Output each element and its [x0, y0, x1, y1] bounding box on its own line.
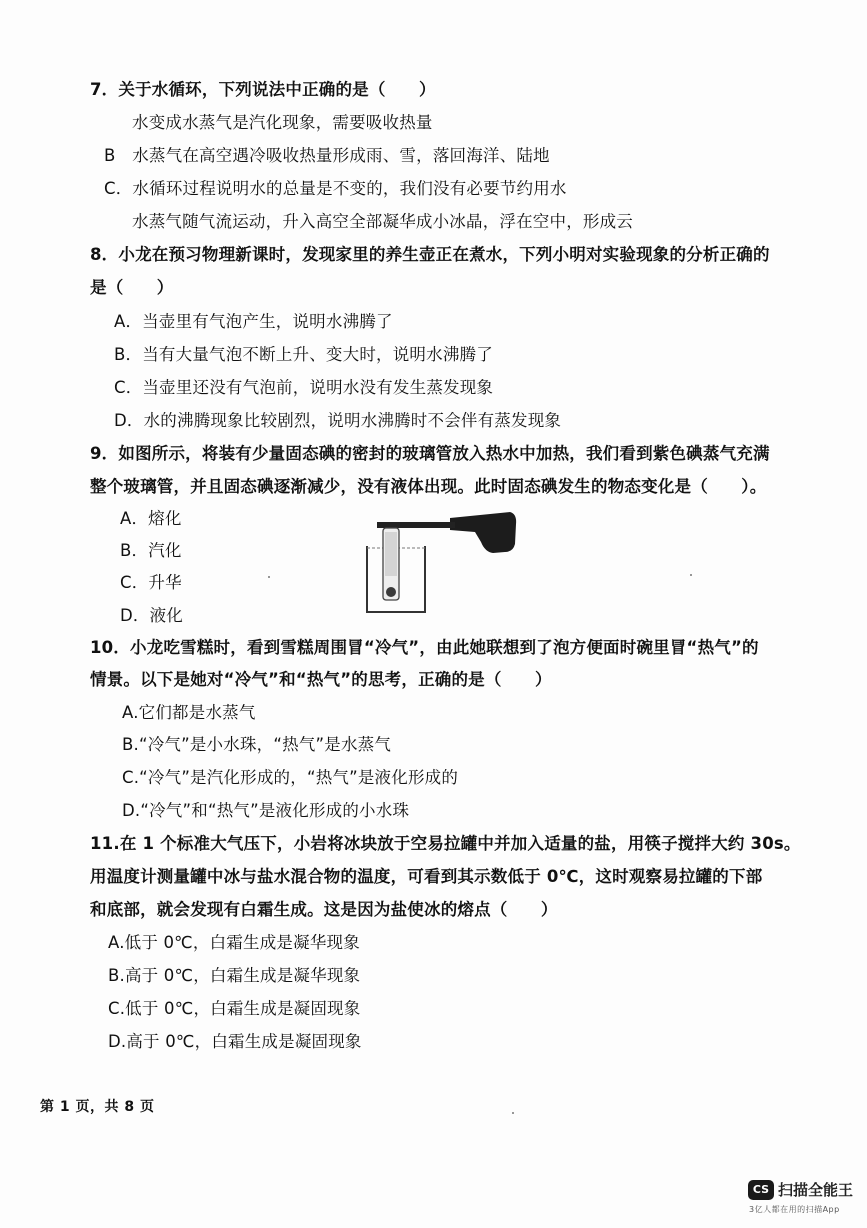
q11-option-c: C.低于 0℃，白霜生成是凝固现象 [108, 999, 361, 1018]
q8-option-a: A．当壶里有气泡产生，说明水沸腾了 [114, 312, 393, 331]
q9-option-c: C．升华 [120, 573, 182, 592]
q10-stem-line-1: 10．小龙吃雪糕时，看到雪糕周围冒“冷气”，由此她联想到了泡方便面时碗里冒“热气”的 [90, 638, 759, 657]
q7-option-a: 水变成水蒸气是汽化现象，需要吸收热量 [132, 113, 433, 132]
q8-option-d: D．水的沸腾现象比较剧烈，说明水沸腾时不会伴有蒸发现象 [114, 411, 562, 430]
scanner-tagline: 3亿人都在用的扫描App [749, 1205, 840, 1214]
page-number: 第 1 页，共 8 页 [40, 1099, 155, 1115]
tongs-handle [450, 512, 516, 553]
q11-option-a: A.低于 0℃，白霜生成是凝华现象 [108, 933, 360, 952]
q8-option-c: C．当壶里还没有气泡前，说明水没有发生蒸发现象 [114, 378, 494, 397]
q7-option-b: B 水蒸气在高空遇冷吸收热量形成雨、雪，落回海洋、陆地 [104, 146, 550, 165]
q10-option-d: D.“冷气”和“热气”是液化形成的小水珠 [122, 801, 410, 820]
iodine-vapor [385, 532, 397, 576]
scan-speck [690, 574, 692, 576]
q9-option-b: B．汽化 [120, 541, 182, 560]
scanner-logo-icon: CS [748, 1180, 774, 1200]
q11-option-d: D.高于 0℃，白霜生成是凝固现象 [108, 1032, 362, 1051]
q11-stem-line-3: 和底部，就会发现有白霜生成。这是因为盐使冰的熔点（ ） [90, 900, 558, 919]
tongs-arm [377, 522, 455, 528]
q10-option-a: A.它们都是水蒸气 [122, 703, 256, 722]
q8-stem-line-1: 8．小龙在预习物理新课时，发现家里的养生壶正在煮水，下列小明对实验现象的分析正确的 [90, 245, 770, 264]
q9-stem-line-2: 整个玻璃管，并且固态碘逐渐减少，没有液体出现。此时固态碘发生的物态变化是（ ）。 [90, 477, 767, 496]
q7-option-c: C．水循环过程说明水的总量是不变的，我们没有必要节约用水 [104, 179, 567, 198]
solid-iodine [386, 587, 396, 597]
q11-stem-line-2: 用温度计测量罐中冰与盐水混合物的温度，可看到其示数低于 0℃，这时观察易拉罐的下部 [90, 867, 763, 886]
scanner-brand: 扫描全能王 [778, 1181, 854, 1199]
q10-stem-line-2: 情景。以下是她对“冷气”和“热气”的思考，正确的是（ ） [90, 670, 552, 689]
q11-stem-line-1: 11.在 1 个标准大气压下，小岩将冰块放于空易拉罐中并加入适量的盐，用筷子搅拌大约 30s。 [90, 834, 801, 853]
q8-stem-line-2: 是（ ） [90, 278, 174, 297]
q9-stem-line-1: 9．如图所示，将装有少量固态碘的密封的玻璃管放入热水中加热，我们看到紫色碘蒸气充满 [90, 444, 770, 463]
q11-option-b: B.高于 0℃，白霜生成是凝华现象 [108, 966, 361, 985]
q7-stem-line-1: 7．关于水循环，下列说法中正确的是（ ） [90, 80, 436, 99]
q10-option-c: C.“冷气”是汽化形成的，“热气”是液化形成的 [122, 768, 459, 787]
q10-option-b: B.“冷气”是小水珠，“热气”是水蒸气 [122, 735, 392, 754]
q9-option-d: D．液化 [120, 606, 184, 625]
q7-option-d: 水蒸气随气流运动，升入高空全部凝华成小冰晶，浮在空中，形成云 [132, 212, 633, 231]
iodine-tube-figure [355, 508, 520, 620]
scan-speck [512, 1112, 514, 1114]
q8-option-b: B．当有大量气泡不断上升、变大时，说明水沸腾了 [114, 345, 493, 364]
q9-option-a: A．熔化 [120, 509, 182, 528]
scan-speck [268, 576, 270, 578]
